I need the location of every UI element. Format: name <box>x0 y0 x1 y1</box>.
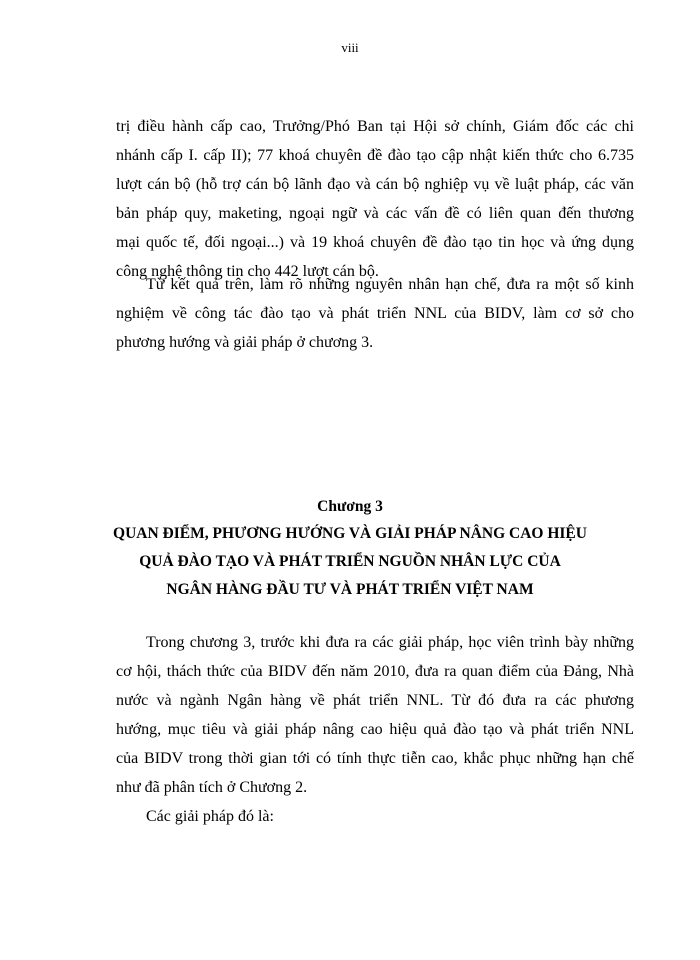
text-line: cơ hội, thách thức của BIDV đến năm 2010, đưa ra quan điểm của Đảng, Nhà <box>116 663 634 680</box>
text-line: công nghệ thông tin cho 442 lượt cán bộ. <box>116 263 379 280</box>
chapter-title-line: QUAN ĐIỂM, PHƯƠNG HƯỚNG VÀ GIẢI PHÁP NÂNG CAO HIỆU <box>113 525 587 542</box>
chapter-title-line: QUẢ ĐÀO TẠO VÀ PHÁT TRIỂN NGUỒN NHÂN LỰC CỦA <box>139 553 561 570</box>
intro-paragraph-1 <box>116 112 634 286</box>
chapter-title-line: NGÂN HÀNG ĐẦU TƯ VÀ PHÁT TRIỂN VIỆT NAM <box>166 581 534 598</box>
chapter-paragraph-2 <box>116 802 634 831</box>
chapter-heading <box>0 494 700 604</box>
text-line: nước và ngành Ngân hàng về phát triển NNL. Từ đó đưa ra các phương <box>116 692 634 709</box>
text-line: Các giải pháp đó là: <box>146 808 274 825</box>
text-line: nghiệm về công tác đào tạo và phát triển NNL của BIDV, làm cơ sở cho <box>116 305 634 322</box>
text-line: nhánh cấp I. cấp II); 77 khoá chuyên đề đào tạo cập nhật kiến thức cho 6.735 <box>116 147 634 164</box>
text-line: bản pháp quy, maketing, ngoại ngữ và các vấn đề có liên quan đến thương <box>116 205 634 222</box>
intro-paragraph-2 <box>116 270 634 357</box>
text-line: lượt cán bộ (hỗ trợ cán bộ lãnh đạo và cán bộ nghiệp vụ về luật pháp, các văn <box>116 176 634 193</box>
text-line: mại quốc tế, đối ngoại...) và 19 khoá chuyên đề đào tạo tin học và ứng dụng <box>116 234 634 251</box>
text-line: như đã phân tích ở Chương 2. <box>116 779 308 796</box>
chapter-label: Chương 3 <box>317 498 383 515</box>
text-line: của BIDV trong thời gian tới có tính thực tiễn cao, khắc phục những hạn chế <box>116 750 634 767</box>
page-number: viii <box>341 40 359 55</box>
text-line: trị điều hành cấp cao, Trưởng/Phó Ban tại Hội sở chính, Giám đốc các chi <box>116 118 634 135</box>
chapter-paragraph-1 <box>116 628 634 802</box>
text-line: Trong chương 3, trước khi đưa ra các giải pháp, học viên trình bày những <box>146 634 634 651</box>
text-line: hướng, mục tiêu và giải pháp nâng cao hiệu quả đào tạo và phát triển NNL <box>116 721 634 738</box>
text-line: Từ kết quả trên, làm rõ những nguyên nhân hạn chế, đưa ra một số kinh <box>146 276 634 293</box>
text-line: phương hướng và giải pháp ở chương 3. <box>116 334 374 351</box>
